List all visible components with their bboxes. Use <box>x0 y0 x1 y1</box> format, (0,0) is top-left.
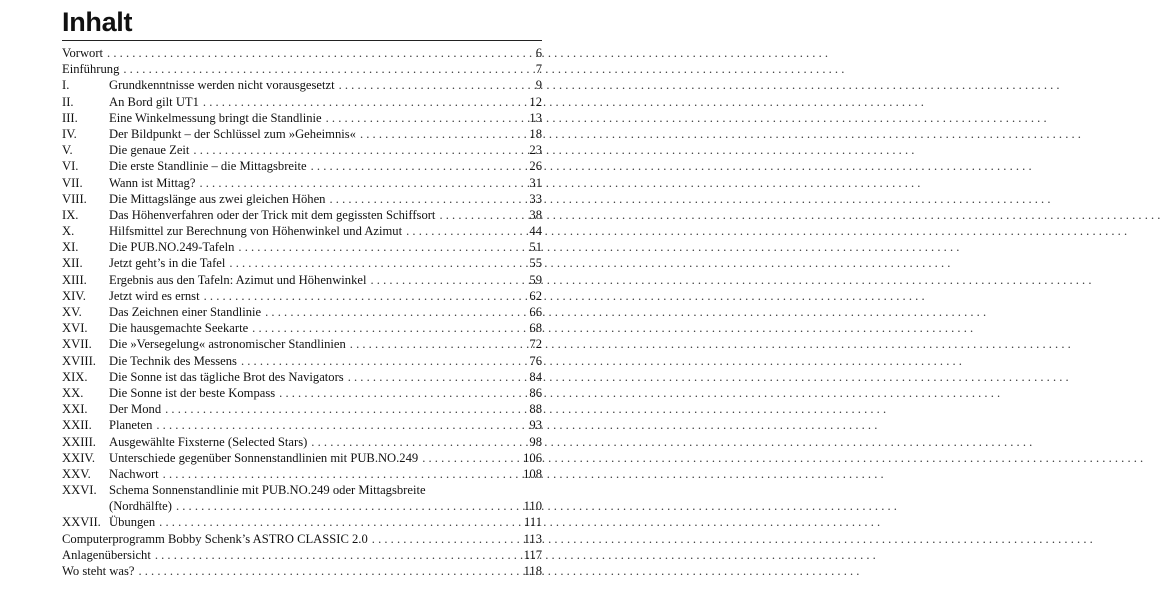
title-divider <box>62 40 542 41</box>
toc-entry[interactable] <box>62 272 542 288</box>
dot-leader <box>193 142 526 158</box>
toc-entry-page: 26 <box>529 159 542 174</box>
toc-entry[interactable] <box>62 239 542 255</box>
page-title: Inhalt <box>62 7 133 37</box>
toc-entry-title: An Bord gilt UT1 <box>109 94 199 109</box>
toc-entry-title: Grundkenntnisse werden nicht vorausgesetzt <box>109 78 335 93</box>
toc-entry-number: VIII. <box>62 191 87 206</box>
toc-entry-number: XXII. <box>62 418 92 433</box>
toc-entry-title: Die Sonne ist das tägliche Brot des Navigators <box>109 369 344 384</box>
toc-entry-title: Computerprogramm Bobby Schenk’s ASTRO CLASSIC 2.0 <box>62 531 368 546</box>
toc-entry-title: Die PUB.NO.249-Tafeln <box>109 240 235 255</box>
dot-leader <box>311 434 526 450</box>
toc-entry-title: Unterschiede gegenüber Sonnenstandlinien mit PUB.NO.249 <box>109 450 419 465</box>
toc-entry-title: Das Zeichnen einer Standlinie <box>109 305 262 319</box>
toc-entry-page: 9 <box>535 78 542 93</box>
toc-entry-number: XVII. <box>62 337 92 352</box>
toc-entry[interactable] <box>62 353 542 369</box>
toc-entry[interactable] <box>62 563 542 579</box>
toc-entry-page: 106 <box>523 450 542 465</box>
toc-entry[interactable] <box>62 191 542 207</box>
toc-entry[interactable] <box>62 94 542 110</box>
toc-entry[interactable] <box>62 61 542 77</box>
toc-entry[interactable] <box>62 514 542 530</box>
toc-entry-title: Schema Sonnenstandlinie mit PUB.NO.249 oder Mittagsbreite <box>109 483 426 498</box>
dot-leader <box>229 255 526 271</box>
toc-entry-page: 31 <box>529 175 542 190</box>
toc-entry-number: XII. <box>62 256 83 271</box>
toc-entry-number: VII. <box>62 175 83 190</box>
toc-entry-title: (Nordhälfte) <box>109 499 172 514</box>
toc-entry-page: 23 <box>529 143 542 158</box>
toc-entry-title: Das Höhenverfahren oder der Trick mit dem gegissten Schiffsort <box>109 207 436 222</box>
toc-entry-number: III. <box>62 110 78 125</box>
toc-entry-page: 84 <box>529 369 542 384</box>
toc-entry[interactable] <box>62 369 542 385</box>
toc-entry-title: Planeten <box>109 418 153 433</box>
dot-leader <box>350 336 527 352</box>
toc-entry-number: XX. <box>62 385 84 400</box>
toc-entry[interactable] <box>62 385 542 401</box>
toc-entry-title: Ergebnis aus den Tafeln: Azimut und Höhenwinkel <box>109 272 367 287</box>
dot-leader <box>165 401 526 417</box>
toc-entry[interactable] <box>62 304 542 320</box>
toc-entry-page: 110 <box>523 499 542 514</box>
toc-entry-title: Einführung <box>62 62 120 77</box>
toc-entry[interactable] <box>62 336 542 352</box>
toc-entry-number: XXVII. <box>62 515 101 530</box>
toc-entry[interactable] <box>62 547 542 563</box>
toc-entry[interactable] <box>62 450 542 466</box>
toc-entry-page: 113 <box>523 531 542 546</box>
dot-leader <box>265 304 526 320</box>
toc-entry-page: 44 <box>529 224 542 239</box>
toc-entry-page: 68 <box>529 321 542 336</box>
toc-entry-page: 12 <box>529 94 542 109</box>
toc-entry[interactable] <box>62 45 542 61</box>
toc-entry-number: IX. <box>62 207 79 222</box>
toc-entry-page: 93 <box>529 418 542 433</box>
toc-entry[interactable] <box>62 531 542 547</box>
toc-entry-page: 76 <box>529 353 542 368</box>
toc-entry-title: Ausgewählte Fixsterne (Selected Stars) <box>109 434 308 449</box>
dot-leader <box>123 61 532 77</box>
toc-entry-number: XV. <box>62 305 82 319</box>
toc-entry[interactable] <box>62 126 542 142</box>
toc-entry-number: XVIII. <box>62 353 96 368</box>
toc-entry-title: Die »Versegelung« astronomischer Standlinien <box>109 337 346 352</box>
toc-entry-number: XXIII. <box>62 434 96 449</box>
toc-entry-number: X. <box>62 224 75 239</box>
toc-entry-title: Die genaue Zeit <box>109 143 190 158</box>
toc-entry-title: Hilfsmittel zur Berechnung von Höhenwinkel und Azimut <box>109 224 403 239</box>
toc-entry-title: Wo steht was? <box>62 564 135 578</box>
toc-entry-title: Die erste Standlinie – die Mittagsbreite <box>109 159 307 174</box>
toc-entry-number: XIV. <box>62 288 86 303</box>
toc-entry-number: XIX. <box>62 369 88 384</box>
toc-entry[interactable] <box>62 320 542 336</box>
toc-entry[interactable] <box>62 498 542 514</box>
toc-entry-page: 33 <box>529 191 542 206</box>
toc-entry-page: 86 <box>529 385 542 400</box>
toc-entry-page: 51 <box>529 240 542 255</box>
dot-leader <box>370 272 526 288</box>
toc-entry-title: Eine Winkelmessung bringt die Standlinie <box>109 110 322 125</box>
table-of-contents <box>62 45 542 579</box>
toc-entry-title: Anlagenübersicht <box>62 547 151 562</box>
toc-entry[interactable] <box>62 255 542 271</box>
dot-leader <box>339 77 533 93</box>
dot-leader <box>360 126 526 142</box>
dot-leader <box>311 158 527 174</box>
toc-entry[interactable] <box>62 142 542 158</box>
dot-leader <box>204 288 527 304</box>
toc-entry-number: V. <box>62 143 73 158</box>
toc-entry-number: VI. <box>62 159 79 174</box>
dot-leader <box>176 498 521 514</box>
toc-entry-number: I. <box>62 78 70 93</box>
toc-entry-title: Vorwort <box>62 46 104 60</box>
toc-entry-title: Nachwort <box>109 466 159 481</box>
dot-leader <box>199 175 526 191</box>
toc-entry-page: 72 <box>529 337 542 352</box>
toc-entry-title: Die Sonne ist der beste Kompass <box>109 385 276 400</box>
dot-leader <box>252 320 526 336</box>
dot-leader <box>203 94 527 110</box>
toc-entry[interactable] <box>62 417 542 433</box>
toc-entry-title: Der Mond <box>109 402 162 417</box>
toc-entry-number: II. <box>62 94 74 109</box>
toc-entry-title: Wann ist Mittag? <box>109 175 196 190</box>
toc-entry-number: XXI. <box>62 402 88 417</box>
toc-entry[interactable] <box>62 207 542 223</box>
dot-leader <box>326 110 527 126</box>
toc-entry-page: 62 <box>529 288 542 303</box>
toc-entry-page: 13 <box>529 110 542 125</box>
toc-entry[interactable] <box>62 401 542 417</box>
toc-entry-number: IV. <box>62 126 77 141</box>
toc-entry-title: Die Mittagslänge aus zwei gleichen Höhen <box>109 191 326 206</box>
toc-entry-page: 18 <box>529 126 542 141</box>
toc-entry-page: 38 <box>529 207 542 222</box>
dot-leader <box>406 223 526 239</box>
toc-entry-page: 55 <box>529 256 542 271</box>
toc-entry-page: 98 <box>529 434 542 449</box>
dot-leader <box>238 239 526 255</box>
dot-leader <box>372 531 521 547</box>
toc-entry[interactable] <box>62 288 542 304</box>
toc-entry-title: Der Bildpunkt – der Schlüssel zum »Geheimnis« <box>109 126 356 141</box>
toc-entry-number: XI. <box>62 240 79 255</box>
toc-entry-title: Die Technik des Messens <box>109 353 237 368</box>
toc-entry-page: 7 <box>535 62 542 77</box>
toc-entry[interactable] <box>62 434 542 450</box>
dot-leader <box>439 207 526 223</box>
dot-leader <box>159 514 521 530</box>
dot-leader <box>156 417 526 433</box>
toc-entry-number: XXV. <box>62 466 91 481</box>
dot-leader <box>241 353 526 369</box>
toc-entry[interactable] <box>62 175 542 191</box>
toc-entry-number: XIII. <box>62 272 87 287</box>
toc-entry[interactable] <box>62 110 542 126</box>
toc-entry-page: 66 <box>529 305 542 319</box>
toc-entry-title: Jetzt geht’s in die Tafel <box>109 256 226 271</box>
dot-leader <box>155 547 521 563</box>
toc-entry-title: Jetzt wird es ernst <box>109 288 200 303</box>
dot-leader <box>329 191 526 207</box>
toc-entry-page: 117 <box>523 547 542 562</box>
dot-leader <box>422 450 520 466</box>
toc-entry-page: 6 <box>535 46 542 60</box>
dot-leader <box>279 385 526 401</box>
toc-entry[interactable] <box>62 77 542 93</box>
toc-entry-number: XVI. <box>62 321 88 336</box>
toc-entry-page: 59 <box>529 272 542 287</box>
toc-entry-page: 118 <box>523 564 542 578</box>
dot-leader <box>348 369 527 385</box>
toc-entry-page: 88 <box>529 402 542 417</box>
toc-entry-title: Übungen <box>109 515 156 530</box>
dot-leader <box>107 45 533 61</box>
toc-entry[interactable] <box>62 158 542 174</box>
toc-entry[interactable] <box>62 466 542 482</box>
dot-leader <box>163 466 520 482</box>
toc-entry[interactable] <box>62 223 542 239</box>
toc-entry-number: XXIV. <box>62 450 96 465</box>
toc-entry[interactable] <box>62 482 542 498</box>
toc-entry-number: XXVI. <box>62 483 97 498</box>
toc-entry-title: Die hausgemachte Seekarte <box>109 321 249 336</box>
toc-entry-page: 108 <box>523 466 542 481</box>
toc-entry-page: 111 <box>524 515 542 530</box>
dot-leader <box>138 563 520 579</box>
